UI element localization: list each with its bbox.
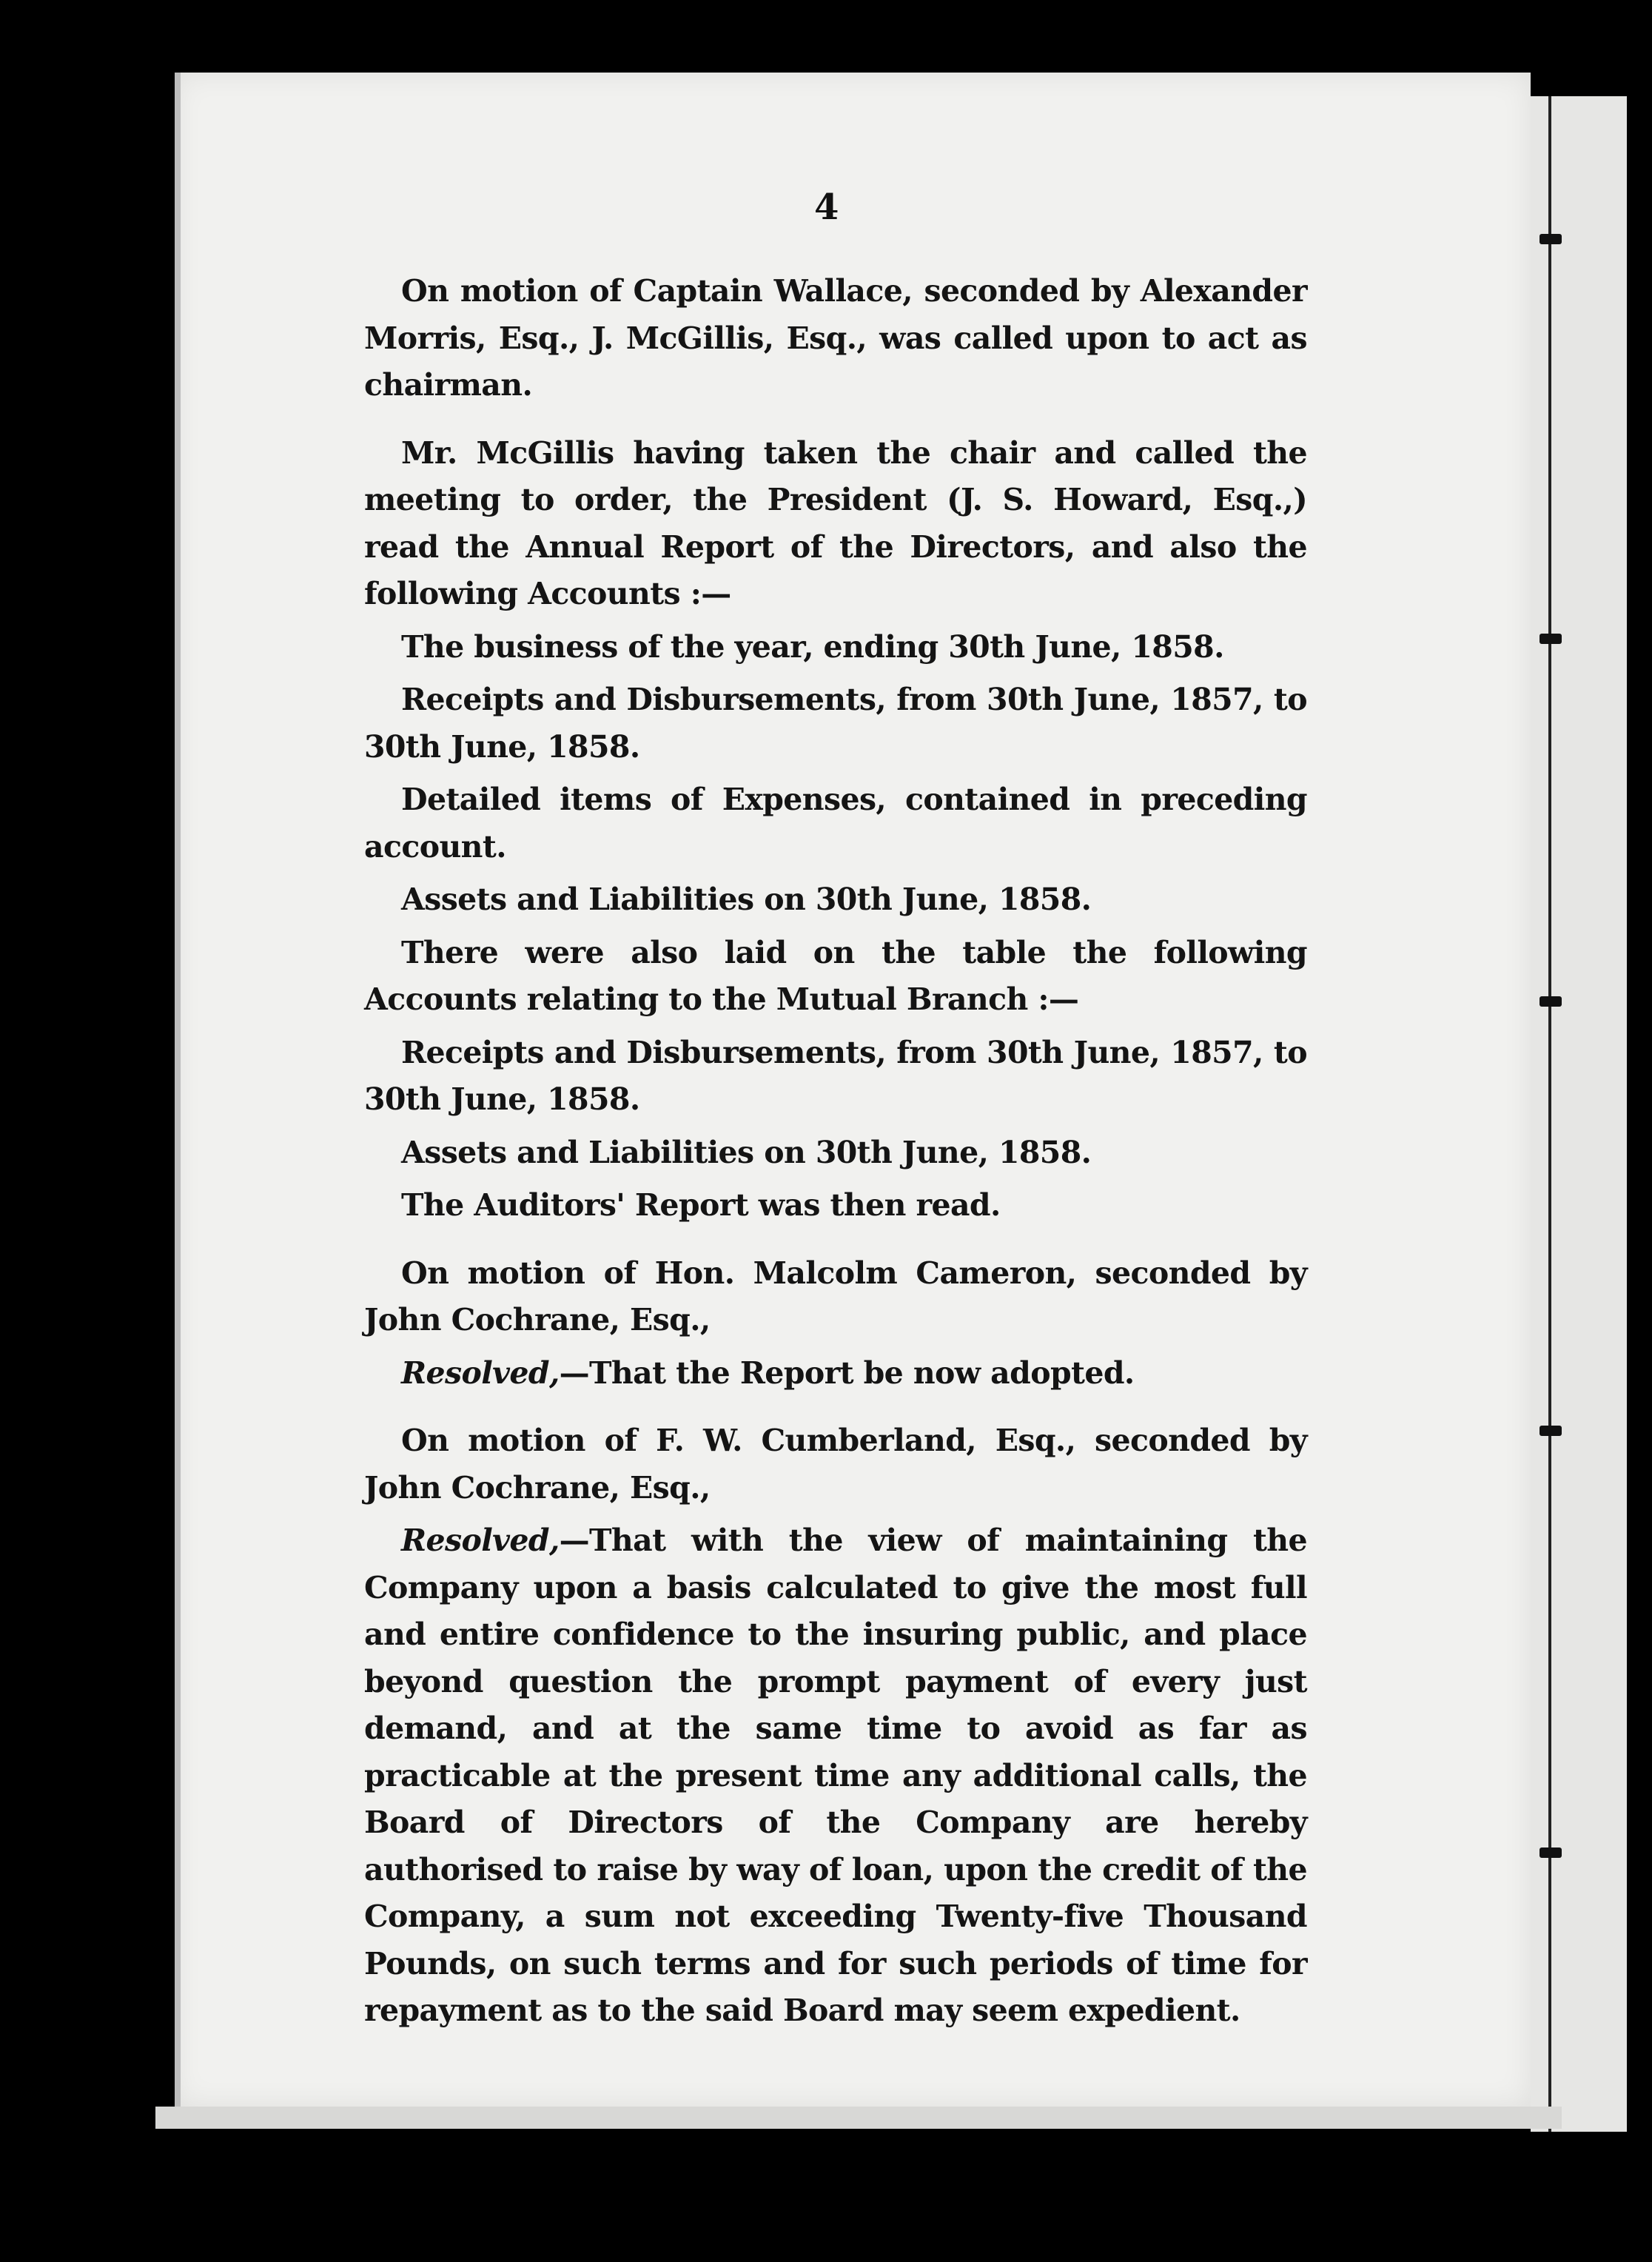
resolution-text: —That the Report be now adopted. <box>559 1355 1135 1391</box>
paragraph: On motion of Hon. Malcolm Cameron, seconded by John Cochrane, Esq., <box>364 1255 1307 1338</box>
paragraph: The business of the year, ending 30th June, 1858. <box>401 628 1224 665</box>
paragraph: On motion of F. W. Cumberland, Esq., seconded by John Cochrane, Esq., <box>364 1423 1307 1506</box>
paragraph: Assets and Liabilities on 30th June, 1858. <box>401 1134 1092 1170</box>
binding-mark <box>1539 996 1562 1007</box>
resolution-text: —That with the view of maintaining the Company upon a basis calculated to give the most full and entire confidence to the insuring public, and place beyond question the prompt payment of every just demand, and at the same time to avoid as far as practicable at the present time any additional calls, the Board of Directors of the Company are hereby authorised to raise by way of loan, upon the credit of the Company, a sum not exceeding Twenty-five Thousand Pounds, on such terms and for such periods of time for repayment as to the said Board may seem expedient. <box>364 1523 1307 2028</box>
binding-mark <box>1539 634 1562 644</box>
paragraph: On motion of Captain Wallace, seconded by Alexander Morris, Esq., J. McGillis, Esq., was called upon to act as chairman. <box>364 273 1307 403</box>
paragraph: The Auditors' Report was then read. <box>401 1187 1001 1223</box>
binding-mark <box>1539 1847 1562 1858</box>
facing-page-edge <box>1531 96 1627 2132</box>
page-bottom-edge <box>155 2107 1562 2129</box>
binding-thread <box>1548 96 1551 2132</box>
resolution <box>364 1517 1307 2035</box>
paragraph: Mr. McGillis having taken the chair and called the meeting to order, the President (J. S. Howard, Esq.,) read the Annual Report of the Directors, and also the following Accounts :— <box>364 434 1307 611</box>
binding-mark <box>1539 1426 1562 1436</box>
paragraph: There were also laid on the table the following Accounts relating to the Mutual Branch :— <box>364 934 1307 1017</box>
paragraph: Detailed items of Expenses, contained in preceding account. <box>364 782 1307 865</box>
binding-mark <box>1539 234 1562 244</box>
paragraph: Receipts and Disbursements, from 30th June, 1857, to 30th June, 1858. <box>364 682 1307 765</box>
paragraph: Receipts and Disbursements, from 30th June, 1857, to 30th June, 1858. <box>364 1034 1307 1117</box>
page-edge <box>175 73 181 2107</box>
resolution <box>364 1350 1307 1397</box>
body-text <box>364 268 1307 2041</box>
paragraph: Assets and Liabilities on 30th June, 1858. <box>401 882 1092 917</box>
resolution-label: Resolved, <box>401 1355 560 1391</box>
resolution-label: Resolved, <box>401 1523 560 1558</box>
page-number: 4 <box>814 187 839 228</box>
